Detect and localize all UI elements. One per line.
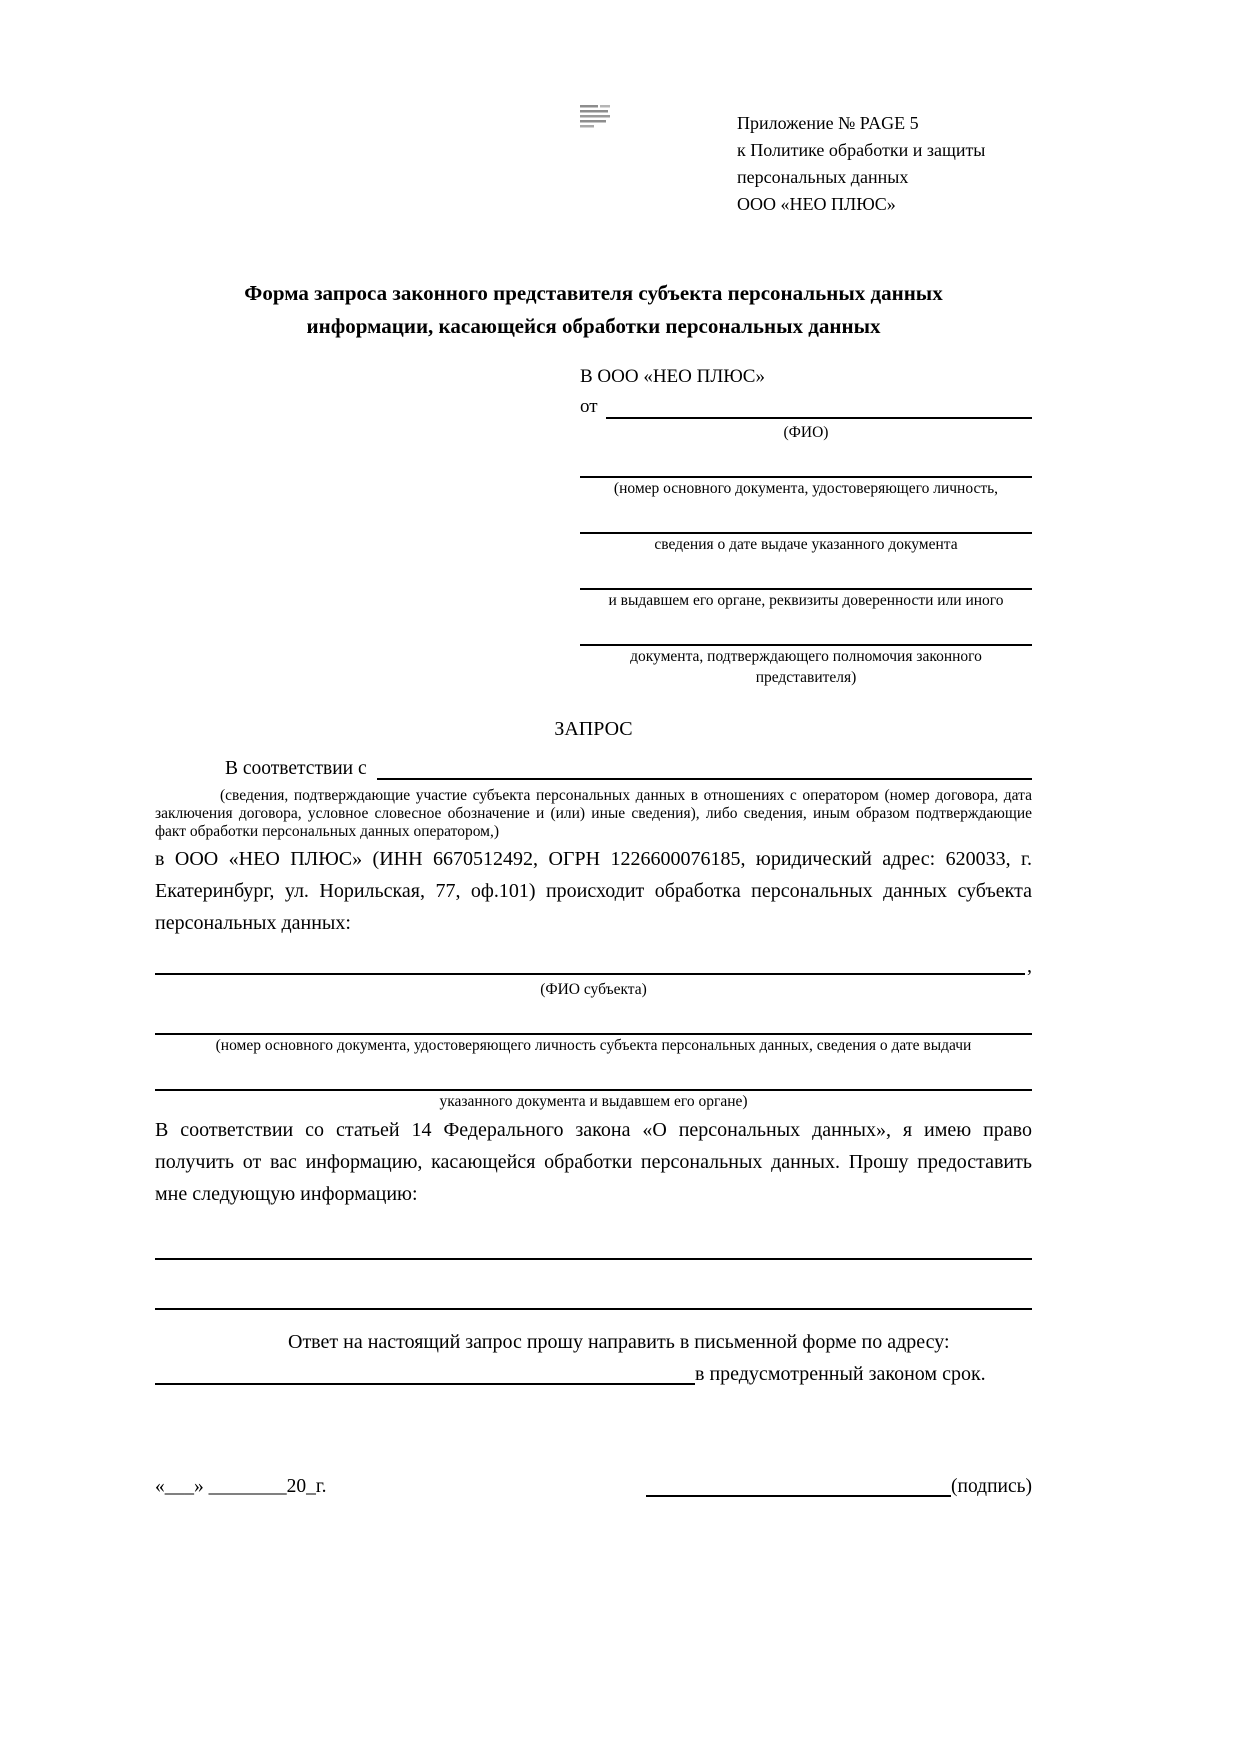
addressee-to: В ООО «НЕО ПЛЮС» [580,366,765,387]
addressee-from-row [580,392,1032,422]
document-body [155,0,1032,1502]
subject-fio-caption: (ФИО субъекта) [540,981,647,998]
header-line: к Политике обработки и защиты [737,140,986,160]
accordance-fill-line[interactable] [377,754,1032,780]
addressee-block [580,362,1032,688]
issuing-authority-fill-line[interactable] [580,566,1032,590]
subject-fio-row [155,953,1032,979]
form-title [155,277,1032,343]
issue-date-fill-line[interactable] [580,510,1032,534]
subject-doc-fill-line-1[interactable] [155,1011,1032,1035]
subject-doc-fill-line-2[interactable] [155,1067,1032,1091]
subject-fio-fill-line[interactable] [155,953,1025,975]
reply-address-fill-line[interactable] [155,1358,695,1385]
accordance-row [155,754,1032,784]
accordance-label: В соответствии с [225,758,367,779]
from-label: от [580,396,598,417]
reply-suffix: в предусмотренный законом срок. [695,1363,986,1385]
issue-date-caption: сведения о дате выдаче указанного документа [654,536,958,553]
requested-info-fill-line-2[interactable] [155,1308,1032,1310]
signature-fill-line[interactable] [646,1495,951,1497]
header-line: ООО «НЕО ПЛЮС» [737,194,896,214]
date-blank[interactable]: «___» ________20_г. [155,1476,327,1497]
issuing-authority-caption: и выдавшем его органе, реквизиты доверенности или иного [608,592,1004,609]
fine-print: (сведения, подтверждающие участие субъекта персональных данных в отношениях с оператором (номер договора, дата заключения договора, условное словесное обозначение и (или) иные сведения), либо сведения, иным образом подтверждающие факт обработки персональных данных оператором,) [155,787,1032,840]
reply-paragraph: Ответ на настоящий запрос прошу направить в письменной форме по адресу: [288,1331,950,1353]
authority-document-caption: документа, подтверждающего полномочия законного представителя) [630,648,982,686]
subject-doc-caption-1: (номер основного документа, удостоверяющего личность субъекта персональных данных, сведения о дате выдачи [215,1037,972,1054]
subject-doc-caption-2: указанного документа и выдавшем его органе) [439,1093,748,1110]
request-heading: ЗАПРОС [554,718,633,740]
signature-block [646,1472,1032,1502]
signature-caption: (подпись) [951,1476,1032,1497]
subject-line-suffix: , [1027,955,1032,977]
operator-paragraph: в ООО «НЕО ПЛЮС» (ИНН 6670512492, ОГРН 1226600076185, юридический адрес: 620033, г. Екатеринбург, ул. Норильская, 77, оф.101) происходит обработка персональных данных субъекта персональных данных: [155,848,1032,934]
fio-fill-line[interactable] [606,392,1032,419]
doc-number-fill-line[interactable] [580,454,1032,478]
rights-paragraph: В соответствии со статьей 14 Федерального закона «О персональных данных», я имею право получить от вас информацию, касающейся обработки персональных данных. Прошу предоставить мне следующую информацию: [155,1119,1032,1205]
doc-number-caption: (номер основного документа, удостоверяющего личность, [613,480,999,497]
header-line: персональных данных [737,167,909,187]
reply-address-row [155,1358,1032,1390]
requested-info-fill-line-1[interactable] [155,1258,1032,1260]
fio-caption: (ФИО) [783,424,829,441]
authority-document-fill-line[interactable] [580,622,1032,646]
form-title-line: Форма запроса законного представителя субъекта персональных данных [244,281,943,305]
header-line: Приложение № PAGE 5 [737,113,919,133]
form-title-line: информации, касающейся обработки персональных данных [306,314,881,338]
footer-row [155,1472,1032,1502]
